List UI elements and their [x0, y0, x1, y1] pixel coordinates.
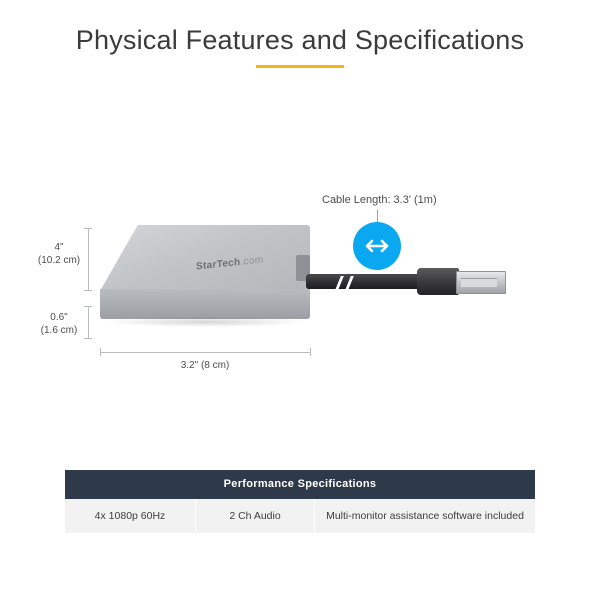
- dimension-line-depth: [88, 306, 89, 338]
- spec-table-header: Performance Specifications: [65, 470, 535, 499]
- dimension-label-depth: [34, 312, 84, 337]
- dimension-depth-inches: 0.6": [50, 312, 68, 323]
- dimension-depth-cm: (1.6 cm): [40, 324, 78, 336]
- spec-cell-software: Multi-monitor assistance software included: [326, 510, 524, 522]
- cable-length-label: Cable Length: 3.3' (1m): [322, 194, 437, 206]
- dimension-tick-depth-top: [84, 306, 92, 307]
- page-title-block: [0, 26, 600, 68]
- dimension-tick-height-top: [84, 228, 92, 229]
- product-device-body: [100, 225, 310, 340]
- dimension-tick-width-right: [310, 348, 311, 356]
- spec-cell-audio: 2 Ch Audio: [196, 499, 315, 533]
- dimension-tick-depth-bottom: [84, 338, 92, 339]
- dimension-tick-width-left: [100, 348, 101, 356]
- spec-cell-resolution: 4x 1080p 60Hz: [65, 499, 196, 533]
- usb-cable: [306, 274, 424, 289]
- title-underline-accent: [256, 65, 344, 68]
- double-arrow-icon: [353, 222, 401, 270]
- brand-logo-suffix: .com: [240, 254, 264, 268]
- dimension-line-height: [88, 228, 89, 290]
- dimension-label-width: 3.2" (8 cm): [180, 360, 230, 371]
- dimension-tick-height-bottom: [84, 290, 92, 291]
- page-title: Physical Features and Specifications: [75, 25, 525, 55]
- brand-logo-main: StarTech: [196, 256, 241, 273]
- product-figure: [0, 180, 600, 400]
- performance-specifications-table: [65, 470, 535, 533]
- dimension-height-inches: 4": [54, 242, 64, 253]
- device-shadow: [106, 317, 306, 327]
- device-top-face: [100, 225, 310, 291]
- dimension-height-cm: (10.2 cm): [37, 254, 81, 266]
- device-front-face: [100, 289, 310, 319]
- dimension-label-height: [34, 242, 84, 267]
- dimension-line-width: [100, 352, 310, 353]
- usb-connector-inner-tongue: [461, 278, 497, 287]
- usb-connector-shell: [417, 268, 459, 295]
- spec-table-row: [65, 499, 535, 533]
